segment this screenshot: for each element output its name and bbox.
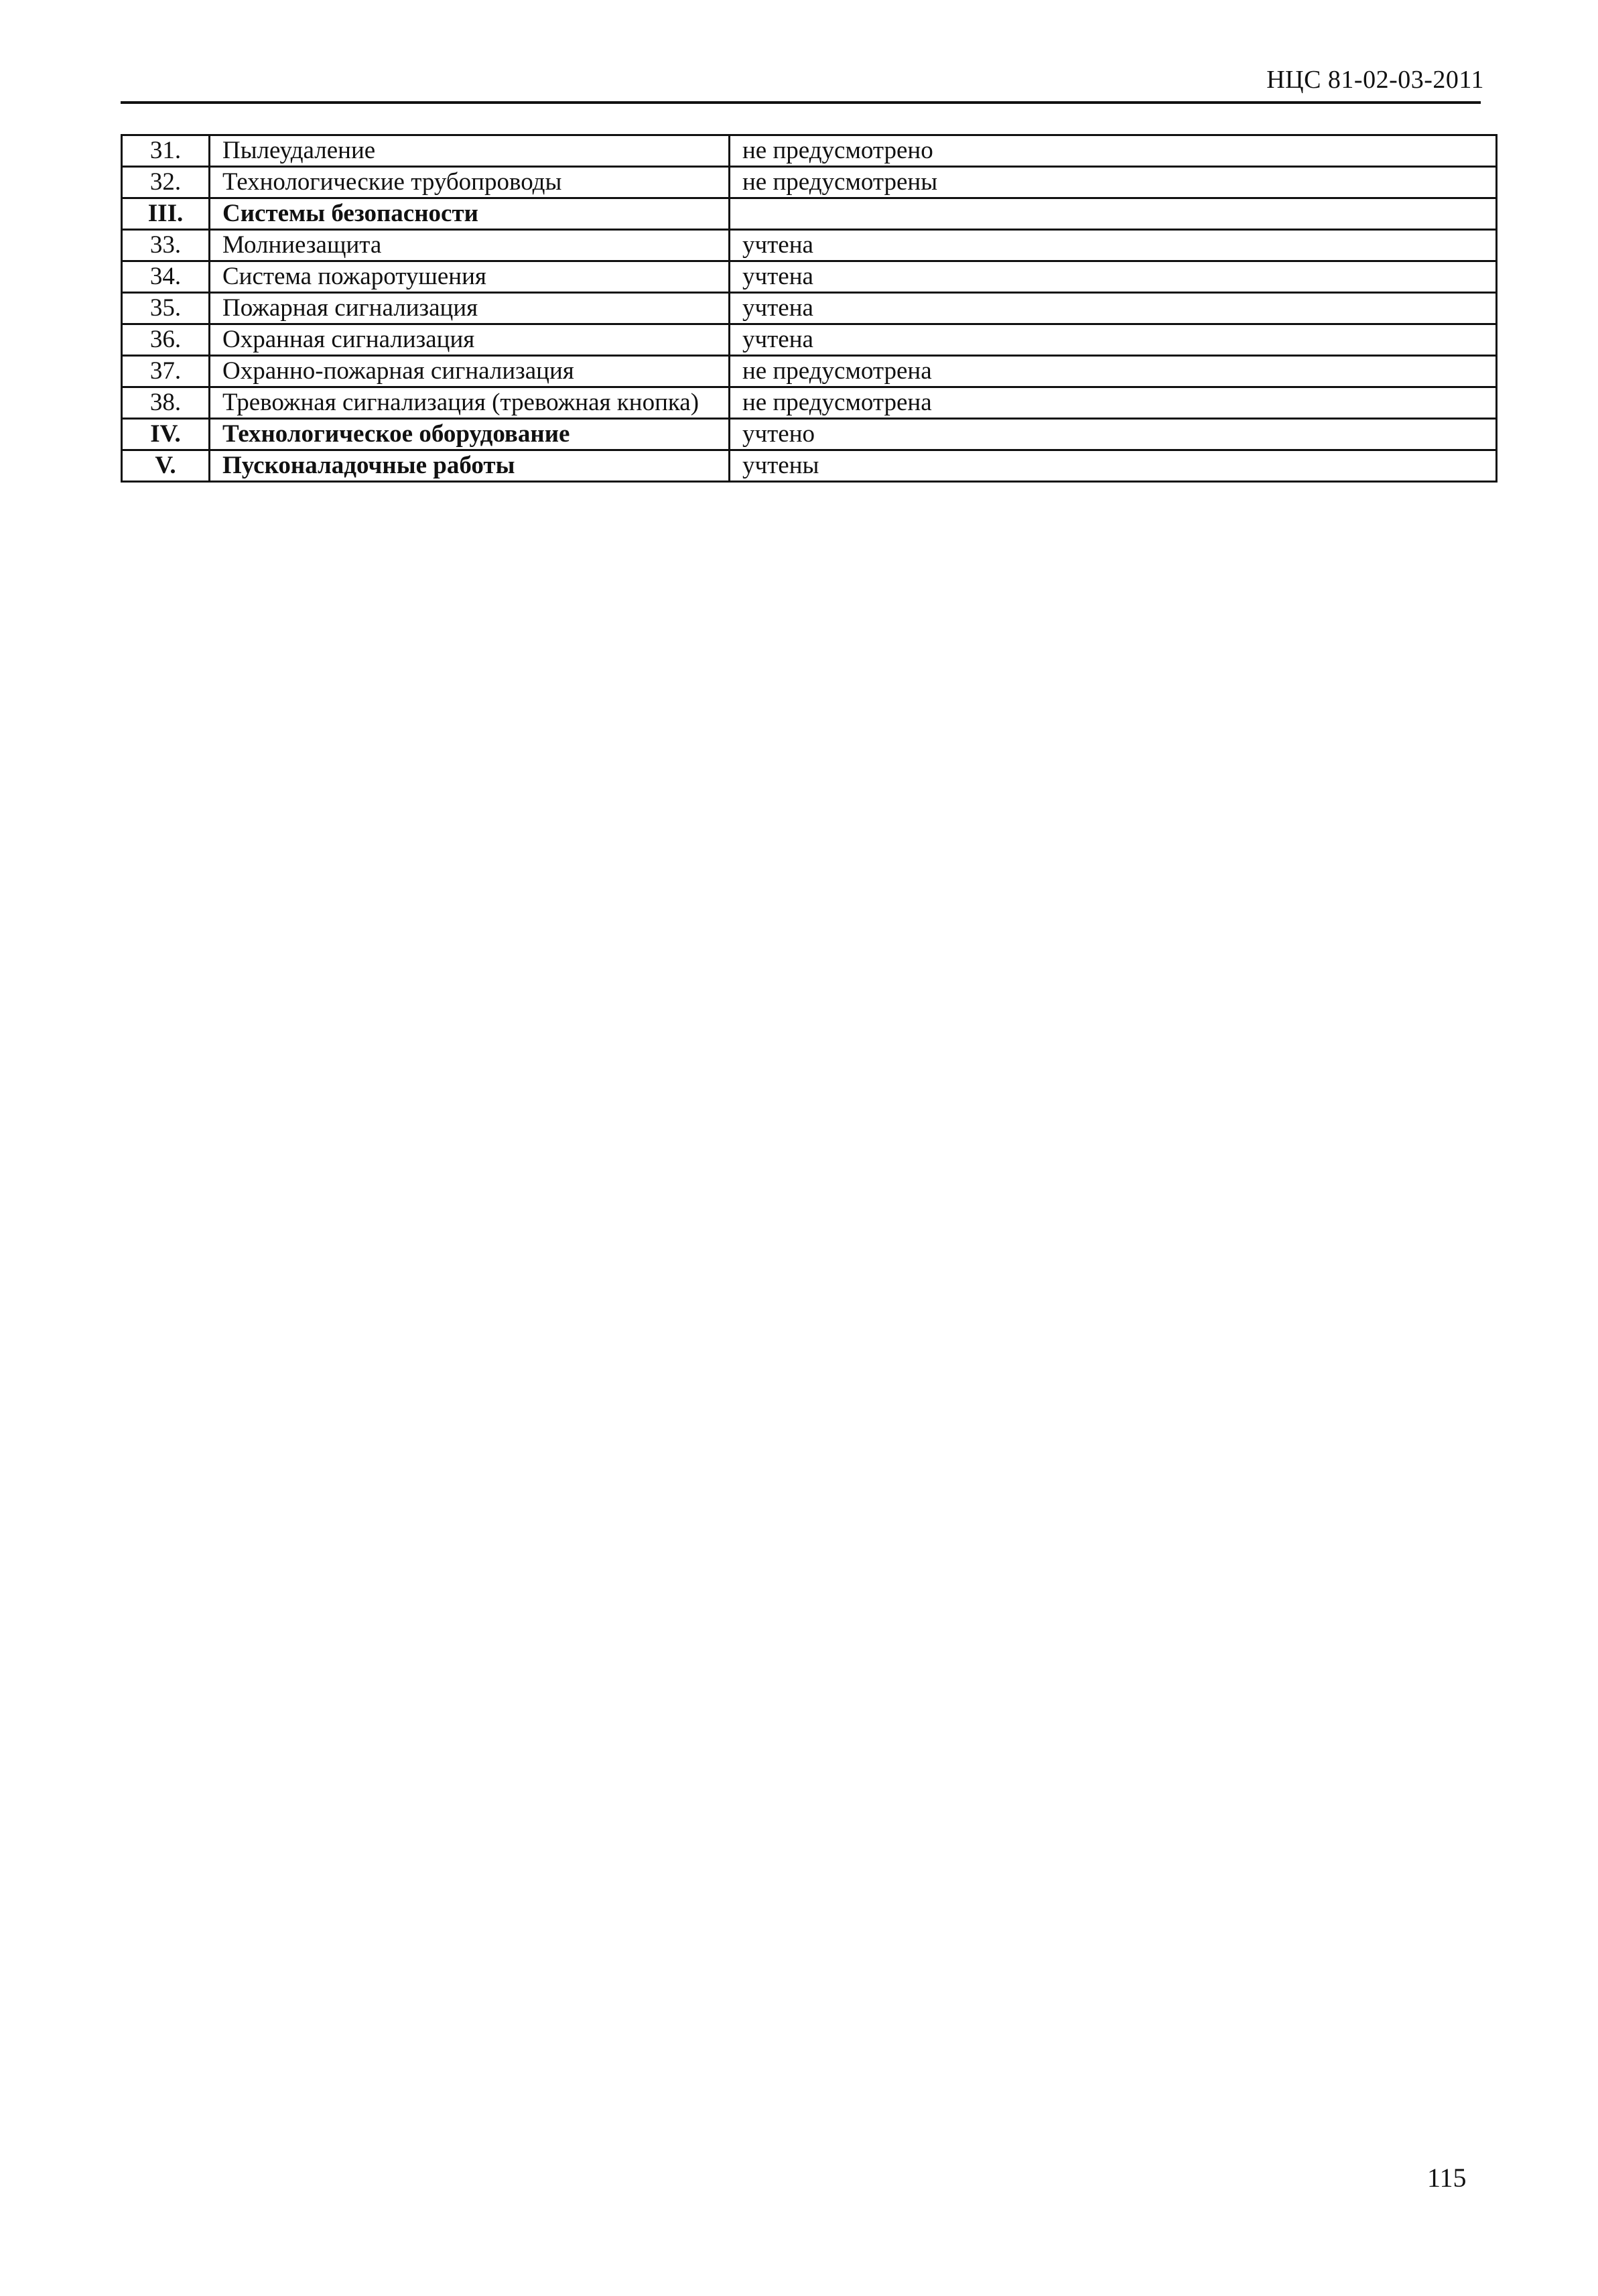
section-number: III. [122,198,210,230]
row-number: 35. [122,293,210,324]
row-name: Охранная сигнализация [210,324,730,356]
row-value: не предусмотрены [730,167,1497,198]
row-value: учтена [730,230,1497,261]
row-value: не предусмотрена [730,387,1497,419]
table-row [122,135,1497,167]
row-number: 37. [122,356,210,387]
row-name: Пылеудаление [210,135,730,167]
table-row [122,167,1497,198]
table-row [122,293,1497,324]
row-value: не предусмотрена [730,356,1497,387]
table-row [122,356,1497,387]
row-number: 38. [122,387,210,419]
row-value: учтены [730,450,1497,482]
row-value: учтена [730,293,1497,324]
row-value: учтена [730,324,1497,356]
row-value: не предусмотрено [730,135,1497,167]
row-number: 33. [122,230,210,261]
row-value: учтена [730,261,1497,293]
section-number: V. [122,450,210,482]
section-row [122,419,1497,450]
row-number: 32. [122,167,210,198]
specification-table [121,134,1497,483]
row-number: 34. [122,261,210,293]
row-number: 36. [122,324,210,356]
row-value [730,198,1497,230]
page-number: 115 [1427,2163,1467,2193]
row-name: Молниезащита [210,230,730,261]
header-divider [121,101,1481,104]
section-row [122,198,1497,230]
table-row [122,230,1497,261]
row-value: учтено [730,419,1497,450]
table-row [122,324,1497,356]
section-title: Системы безопасности [210,198,730,230]
row-name: Технологические трубопроводы [210,167,730,198]
row-name: Тревожная сигнализация (тревожная кнопка) [210,387,730,419]
row-number: 31. [122,135,210,167]
section-number: IV. [122,419,210,450]
table-row [122,387,1497,419]
section-title: Пусконаладочные работы [210,450,730,482]
document-code: НЦС 81-02-03-2011 [1266,66,1484,94]
section-title: Технологическое оборудование [210,419,730,450]
row-name: Система пожаротушения [210,261,730,293]
row-name: Охранно-пожарная сигнализация [210,356,730,387]
table-row [122,261,1497,293]
section-row [122,450,1497,482]
row-name: Пожарная сигнализация [210,293,730,324]
